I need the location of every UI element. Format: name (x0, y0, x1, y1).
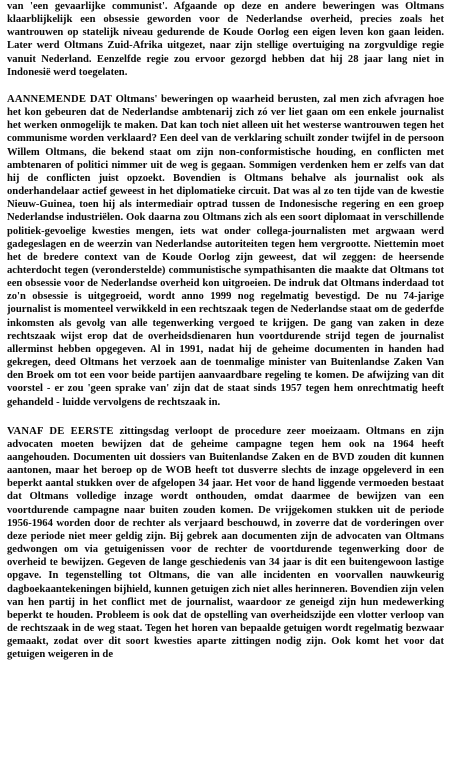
paragraph-3 (7, 425, 444, 662)
paragraph-1-text: van 'een gevaarlijke communist'. Afgaande op deze en andere beweringen was Oltmans klaarblijkelijk een obsessie geworden voor de Nederlandse overheid, precies zoals het wantrouwen op statelijk niveau gedurende de Koude Oorlog een eigen leven kon gaan leiden. Later werd Oltmans Zuid-Afrika uitgezet, naar zijn stellige overtuiging na zorgvuldige regie vanuit Nederland. Eenzelfde regie zou ervoor gezorgd hebben dat hij 28 jaar lang niet in Indonesië werd toegelaten. (7, 1, 444, 78)
paragraph-2 (7, 93, 444, 409)
document-page (7, 0, 444, 762)
paragraph-2-lead: AANNEMENDE DAT (7, 93, 113, 105)
paragraph-1 (7, 0, 444, 79)
paragraph-spacer (7, 79, 444, 93)
paragraph-3-text: zittingsdag verloopt de procedure zeer moeizaam. Oltmans en zijn advocaten moeten bewijzen dat de geheime campagne tegen hem ook na 1964 heeft aangehouden. Documenten uit dossiers van Buitenlandse Zaken en de BVD zouden dit kunnen aantonen, maar het beroep op de WOB heeft tot dusverre slechts de inzage opgeleverd in een beperkt aantal stukken over de afgelopen 34 jaar. Het voor de hand liggende vermoeden bestaat dat Oltmans volledige inzage wordt onthouden, omdat daarmee de bewijzen van een voortdurende campagne naar buiten zouden komen. De vrijgekomen stukken uit de periode 1956-1964 worden door de rechter als verjaard beschouwd, in zoverre dat de vorderingen over deze periode niet meer geldig zijn. Bij gebrek aan documenten zijn de advocaten van Oltmans gedwongen om via getuigenissen voor de rechter de voortdurende tegenwerking door de overheid te bewijzen. Gegeven de lange geschiedenis van 34 jaar is dit een buitengewoon lastige opgave. In tegenstelling tot Oltmans, die van alle incidenten en voorvallen nauwkeurig dagboekaantekeningen bijhield, kunnen getuigen zich niet alles herinneren. Bovendien zijn velen van hen partij in het conflict met de journalist, waardoor ze geneigd zijn hun medewerking beperkt te houden. Probleem is ook dat de opstelling van overheidszijde een vlotter verloop van de rechtszaak in de weg staat. Tegen het horen van bepaalde getuigen wordt regelmatig bezwaar gemaakt, zodat over dit soort kwesties aparte zittingen nodig zijn. Ook komt het voor dat getuigen weigeren in de (7, 425, 444, 661)
paragraph-3-lead: VANAF DE EERSTE (7, 425, 114, 437)
paragraph-spacer (7, 409, 444, 425)
paragraph-2-text: Oltmans' beweringen op waarheid berusten, zal men zich afvragen hoe het kon gebeuren dat de Nederlandse ambtenarij zich zó ver liet gaan om een enkele journalist het werken onmogelijk te maken. Dat kan toch niet alleen uit het westerse wantrouwen tegen het communisme worden verklaard? Een deel van de verklaring schuilt zonder twijfel in de persoon Willem Oltmans, die bekend staat om zijn non-conformistische houding, en conflicten met ambtenaren of politici nimmer uit de weg is gegaan. Sommigen verdenken hem er zelfs van dat hij de conflicten juist opzoekt. Bovendien is Oltmans behalve als journalist ook als onderhandelaar actief geweest in het diplomatieke circuit. Dat was al zo ten tijde van de kwestie Nieuw-Guinea, toen hij als intermediair optrad tussen de Indonesische regering en een groep Nederlandse industriëlen. Ook daarna zou Oltmans zich als een soort diplomaat in verschillende politiek-gevoelige kwesties mengen, iets wat onder collega-journalisten met argwaan werd gadegeslagen en de weerzin van Nederlandse autoriteiten tegen hem vergrootte. Niettemin moet het de bredere context van de Koude Oorlog zijn geweest, dat wil zeggen: de heersende achterdocht tegen (veronderstelde) communistische sympathisanten die maakte dat Oltmans tot een obsessie voor de Nederlandse overheid kon uitgroeien. De indruk dat Oltmans inderdaad tot zo'n obsessie is uitgegroeid, wordt anno 1999 nog regelmatig bevestigd. De nu 74-jarige journalist is momenteel verwikkeld in een rechtszaak tegen de Nederlandse staat om de gederfde inkomsten als gevolg van alle tegenwerking vergoed te krijgen. De gang van zaken in deze rechtszaak wijst erop dat de overheidsdienaren hun voortdurende strijd tegen de journalist allerminst hebben opgegeven. Al in 1991, nadat hij de geheime documenten in handen had gekregen, deed Oltmans het verzoek aan de toenmalige minister van Buitenlandse Zaken Van den Broek om tot een voor beide partijen aanvaardbare regeling te komen. De afwijzing van dit voorstel - er zou 'geen sprake van' zijn dat de staat sinds 1957 tegen hem onrechtmatig heeft gehandeld - luidde vervolgens de rechtszaak in. (7, 93, 444, 408)
